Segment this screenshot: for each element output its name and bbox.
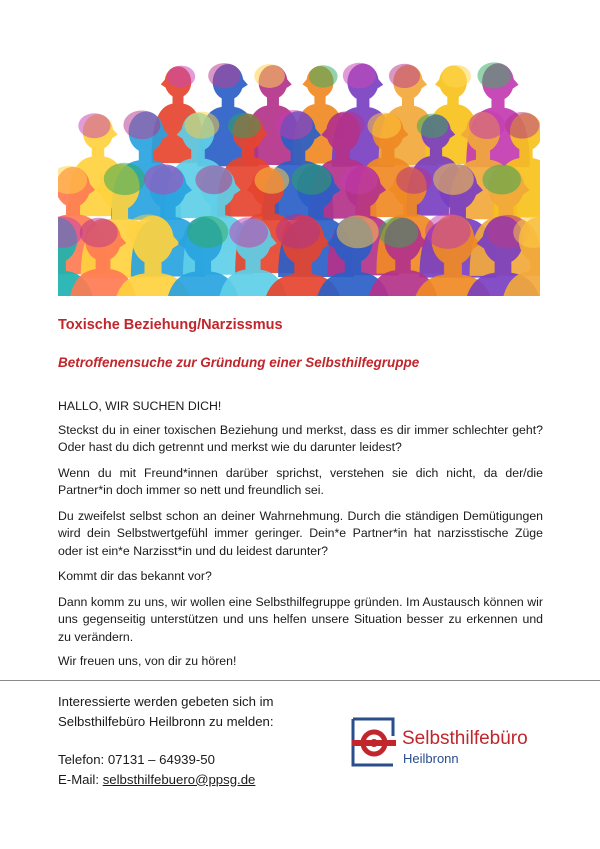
paragraph-1: Steckst du in einer toxischen Beziehung und merkst, dass es dir immer schlechter geht? Oder hast du dich getrennt und merkst wie du darunter leidest?: [58, 422, 543, 454]
paragraph-4: Kommt dir das bekannt vor?: [58, 569, 212, 583]
contact-spacer: [58, 731, 328, 750]
closing-line: Wir freuen uns, von dir zu hören!: [58, 654, 237, 668]
paragraph-2: Wenn du mit Freund*innen darüber sprichst, verstehen sie dich nicht, da der/die Partner*in doch immer so nett und freundlich sei.: [58, 465, 543, 497]
section-divider: [0, 680, 600, 681]
contact-intro-line-2: Selbsthilfebüro Heilbronn zu melden:: [58, 713, 274, 729]
paragraph-3: Du zweifelst selbst schon an deiner Wahrnehmung. Durch die ständigen Demütigungen wird dein Selbstwertgefühl immer geringer. Dein*e Partner*in hat narzisstische Züge oder ist ein*e Narzisst*in und du leidest darunter?: [58, 508, 543, 558]
hero-crowd-illustration: [58, 12, 540, 296]
contact-block: [58, 692, 328, 789]
selbsthilfebuero-logo-icon: [348, 716, 396, 768]
crowd-silhouettes-icon: [58, 12, 540, 296]
greeting-heading: HALLO, WIR SUCHEN DICH!: [58, 399, 222, 413]
contact-phone: Telefon: 07131 – 64939-50: [58, 752, 215, 767]
page-title: Toxische Beziehung/Narzissmus: [58, 317, 283, 333]
contact-email-label: E-Mail:: [58, 771, 103, 787]
selbsthilfebuero-logo: [348, 716, 553, 768]
contact-email-link[interactable]: selbsthilfebuero@ppsg.de: [102, 771, 256, 787]
contact-intro-line-1: Interessierte werden gebeten sich im: [58, 694, 274, 709]
body-text: [58, 398, 543, 654]
page-subtitle: Betroffenensuche zur Gründung einer Selbsthilfegruppe: [58, 355, 420, 370]
logo-name: Selbsthilfebüro: [402, 728, 528, 749]
contact-email-line: [58, 770, 328, 790]
logo-city: Heilbronn: [403, 751, 459, 766]
paragraph-5: Dann komm zu uns, wir wollen eine Selbsthilfegruppe gründen. Im Austausch können wir uns gegenseitig unterstützen und uns helfen unsere Situation besser zu erkennen und zu verändern.: [58, 594, 543, 644]
